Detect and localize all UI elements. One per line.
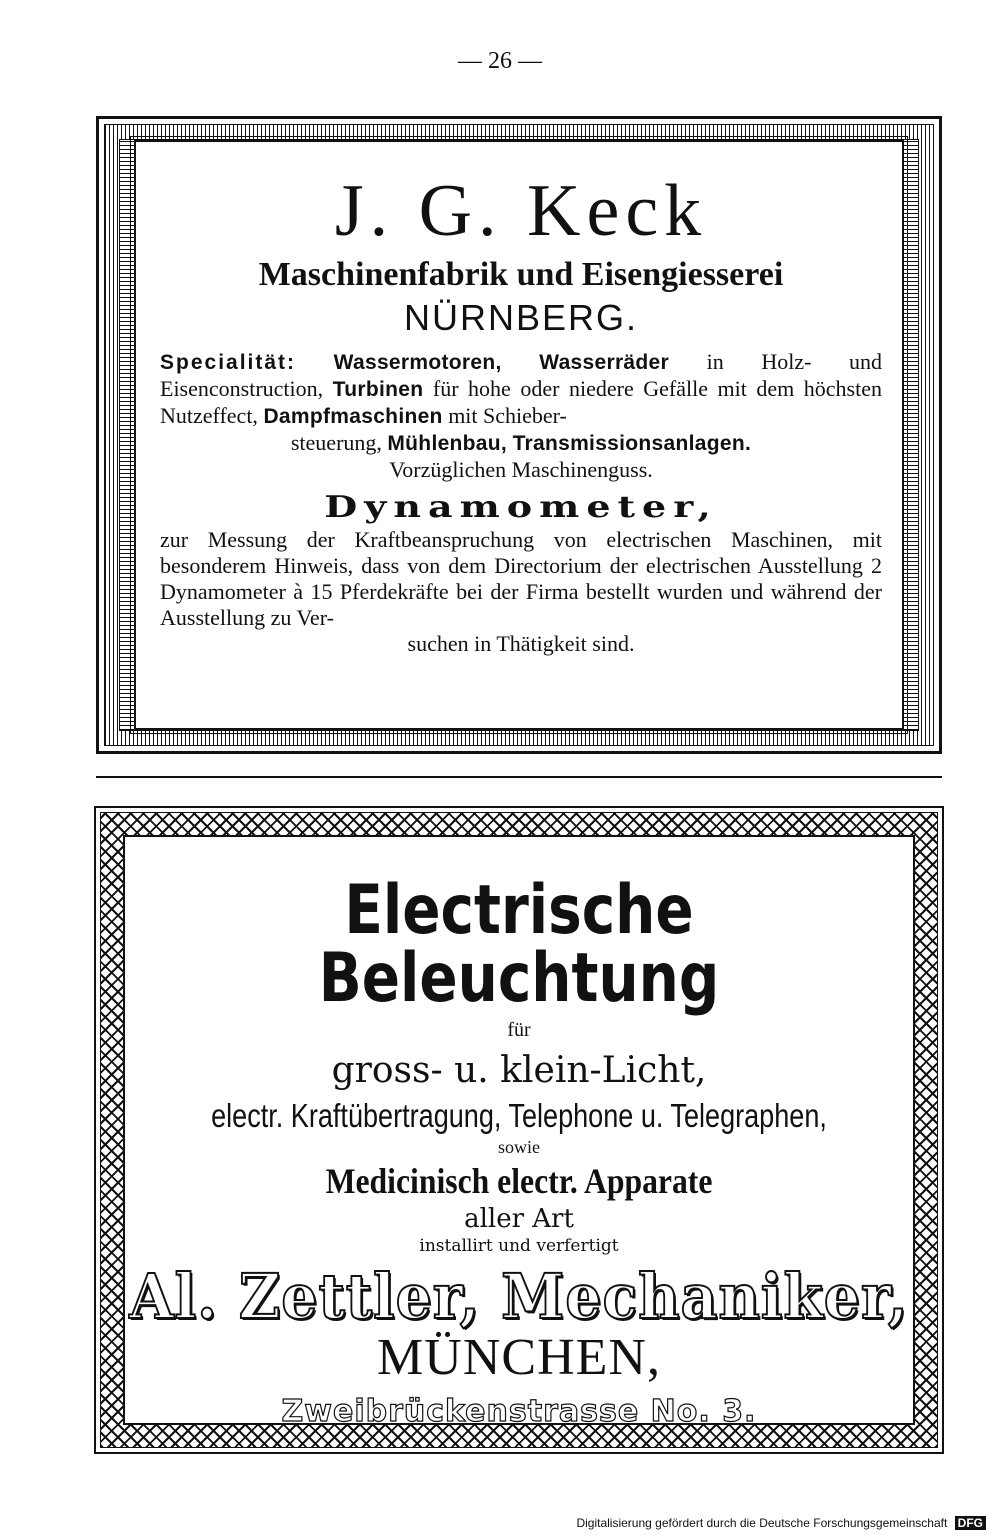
medicinisch-line: Medicinisch electr. Apparate — [325, 1161, 713, 1201]
sowie-line: sowie — [498, 1137, 540, 1157]
keck-subtitle: Maschinenfabrik und Eisengiesserei — [258, 256, 784, 293]
dynamometer-text-end: suchen in Thätigkeit sind. — [407, 631, 635, 657]
zettler-advert-body — [123, 835, 915, 1430]
kraftuebertragung-line: electr. Kraftübertragung, Telephone u. Telegraphen, — [211, 1097, 827, 1134]
keck-company-name: J. G. Keck — [334, 170, 708, 252]
fuer-line: für — [507, 1019, 531, 1041]
dynamometer-text: zur Messung der Kraftbeanspruchung von electrischen Maschinen, mit besonderem Hinweis, dass von dem Directorium der electrischen Ausstellung 2 Dynamometer à 15 Pferdekräfte bei der Firma bestellt wurden und während der Ausstellung zu Ver- — [160, 527, 882, 631]
keck-advert-body: J. G. Keck Maschinenfabrik und Eisengiesserei NÜRNBERG. Specialität: Wassermotoren, Wasserräder in Holz- und Eisenconstruction, Turbinen für hohe oder niedere Gefälle mit dem höchsten Nutzeffect, Dampfmaschinen mit Schieber- steuerung, Mühlenbau, Transmissionsanlagen. Vorzüglichen Maschinenguss. Dynamometer, zur Messung der Kraftbeanspruchung von electrischen Maschinen, mit besonderem Hinweis, dass von dem Directorium der electrischen Ausstellung 2 Dynamometer à 15 Pferdekräfte bei der Firma bestellt wurden und während der Ausstellung zu Ver- suchen in Thätigkeit sind. — [134, 140, 904, 730]
installirt-line: installirt und verfertigt — [419, 1236, 619, 1256]
dynamometer-heading: Dynamometer, — [324, 489, 718, 525]
page-number: — 26 — — [458, 48, 542, 74]
zettler-address: Zweibrückenstrasse No. 3. — [281, 1394, 757, 1430]
keck-city: NÜRNBERG. — [403, 297, 639, 339]
dfg-footer: Digitalisierung gefördert durch die Deutsche Forschungsgemeinschaft DFG — [576, 1516, 986, 1530]
advert-divider — [96, 776, 942, 778]
zettler-name: Al. Zettler, Mechaniker, — [129, 1260, 909, 1333]
keck-casting-line: Vorzüglichen Maschinenguss. — [389, 457, 653, 483]
aller-art-line: aller Art — [464, 1204, 574, 1234]
gross-klein-licht: gross- u. klein-Licht, — [331, 1050, 707, 1091]
electrische-beleuchtung-title: Electrische Beleuchtung — [318, 871, 720, 1018]
dfg-logo: DFG — [955, 1516, 986, 1530]
keck-advert — [96, 116, 942, 754]
keck-hatched-border — [104, 124, 934, 746]
zettler-city: MÜNCHEN, — [377, 1329, 661, 1387]
keck-specialties: Specialität: Wassermotoren, Wasserräder in Holz- und Eisenconstruction, Turbinen für hohe oder niedere Gefälle mit dem höchsten Nutzeffect, Dampfmaschinen mit Schieber- — [160, 349, 883, 429]
zettler-chain-border — [100, 812, 938, 1448]
zettler-advert — [94, 806, 944, 1454]
